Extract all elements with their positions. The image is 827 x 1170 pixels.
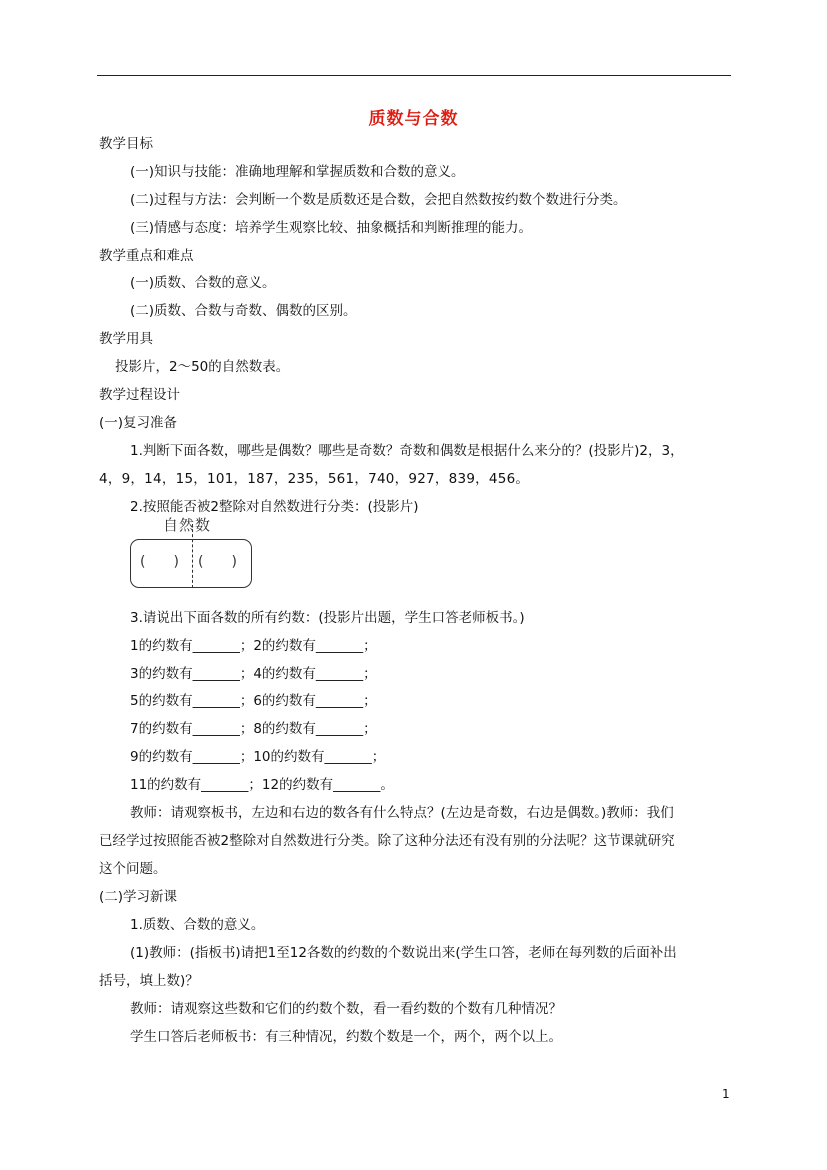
teacher-remark-2: 已经学过按照能否被2整除对自然数进行分类。除了这种分法还有没有别的分法呢？这节课就研究	[99, 833, 675, 849]
subsection-review: (一)复习准备	[99, 415, 178, 431]
key-point-1: (一)质数、合数的意义。	[130, 275, 276, 291]
objective-attitude: (三)情感与态度：培养学生观察比较、抽象概括和判断推理的能力。	[130, 220, 533, 236]
lesson-instruction-2: 教师：请观察这些数和它们的约数个数，看一看约数的个数有几种情况？	[130, 1001, 562, 1017]
lesson-instruction-1-cont: 括号，填上数)？	[99, 973, 199, 989]
objective-process: (二)过程与方法：会判断一个数是质数还是合数，会把自然数按约数个数进行分类。	[130, 192, 627, 208]
objective-knowledge: (一)知识与技能：准确地理解和掌握质数和合数的意义。	[130, 164, 465, 180]
diagram-right-slot: ( )	[198, 554, 237, 570]
lesson-instruction-1: (1)教师：(指板书)请把1至12各数的约数的个数说出来(学生口答，老师在每列数的后面补出	[130, 945, 677, 961]
divisor-line-3: 5的约数有_______；6的约数有_______；	[130, 693, 377, 709]
key-point-2: (二)质数、合数与奇数、偶数的区别。	[130, 303, 357, 319]
review-question-2: 2.按照能否被2整除对自然数进行分类：(投影片)	[130, 499, 419, 515]
section-heading-objectives: 教学目标	[99, 136, 153, 152]
tools-text: 投影片，2～50的自然数表。	[115, 359, 290, 375]
divisor-line-1: 1的约数有_______；2的约数有_______；	[130, 638, 377, 654]
teacher-remark-1: 教师：请观察板书，左边和右边的数各有什么特点？(左边是奇数，右边是偶数。)教师：我们	[130, 805, 674, 821]
divisor-line-5: 9的约数有_______；10的约数有_______；	[130, 749, 386, 765]
lesson-point-1: 1.质数、合数的意义。	[130, 917, 265, 933]
section-heading-tools: 教学用具	[99, 331, 153, 347]
diagram-divider	[192, 524, 193, 588]
page-number: 1	[722, 1087, 730, 1101]
section-heading-process: 教学过程设计	[99, 387, 180, 403]
natural-number-diagram	[130, 514, 254, 590]
review-question-1-numbers: 4，9，14，15，101，187，235，561，740，927，839，456。	[99, 471, 530, 487]
section-heading-key-points: 教学重点和难点	[99, 248, 194, 264]
divisor-line-6: 11的约数有_______；12的约数有_______。	[130, 777, 394, 793]
divisor-line-4: 7的约数有_______；8的约数有_______；	[130, 721, 377, 737]
document-title: 质数与合数	[368, 109, 459, 129]
diagram-label: 自然数	[163, 516, 212, 534]
review-question-1: 1.判断下面各数，哪些是偶数？哪些是奇数？奇数和偶数是根据什么来分的？(投影片)2，3，	[130, 443, 684, 459]
divisor-line-2: 3的约数有_______；4的约数有_______；	[130, 666, 377, 682]
lesson-board-note: 学生口答后老师板书：有三种情况，约数个数是一个，两个，两个以上。	[130, 1029, 562, 1045]
subsection-new-lesson: (二)学习新课	[99, 889, 178, 905]
review-question-3: 3.请说出下面各数的所有约数：(投影片出题，学生口答老师板书。)	[130, 610, 525, 626]
teacher-remark-3: 这个问题。	[99, 861, 167, 877]
header-rule	[97, 75, 731, 76]
diagram-left-slot: ( )	[140, 554, 179, 570]
